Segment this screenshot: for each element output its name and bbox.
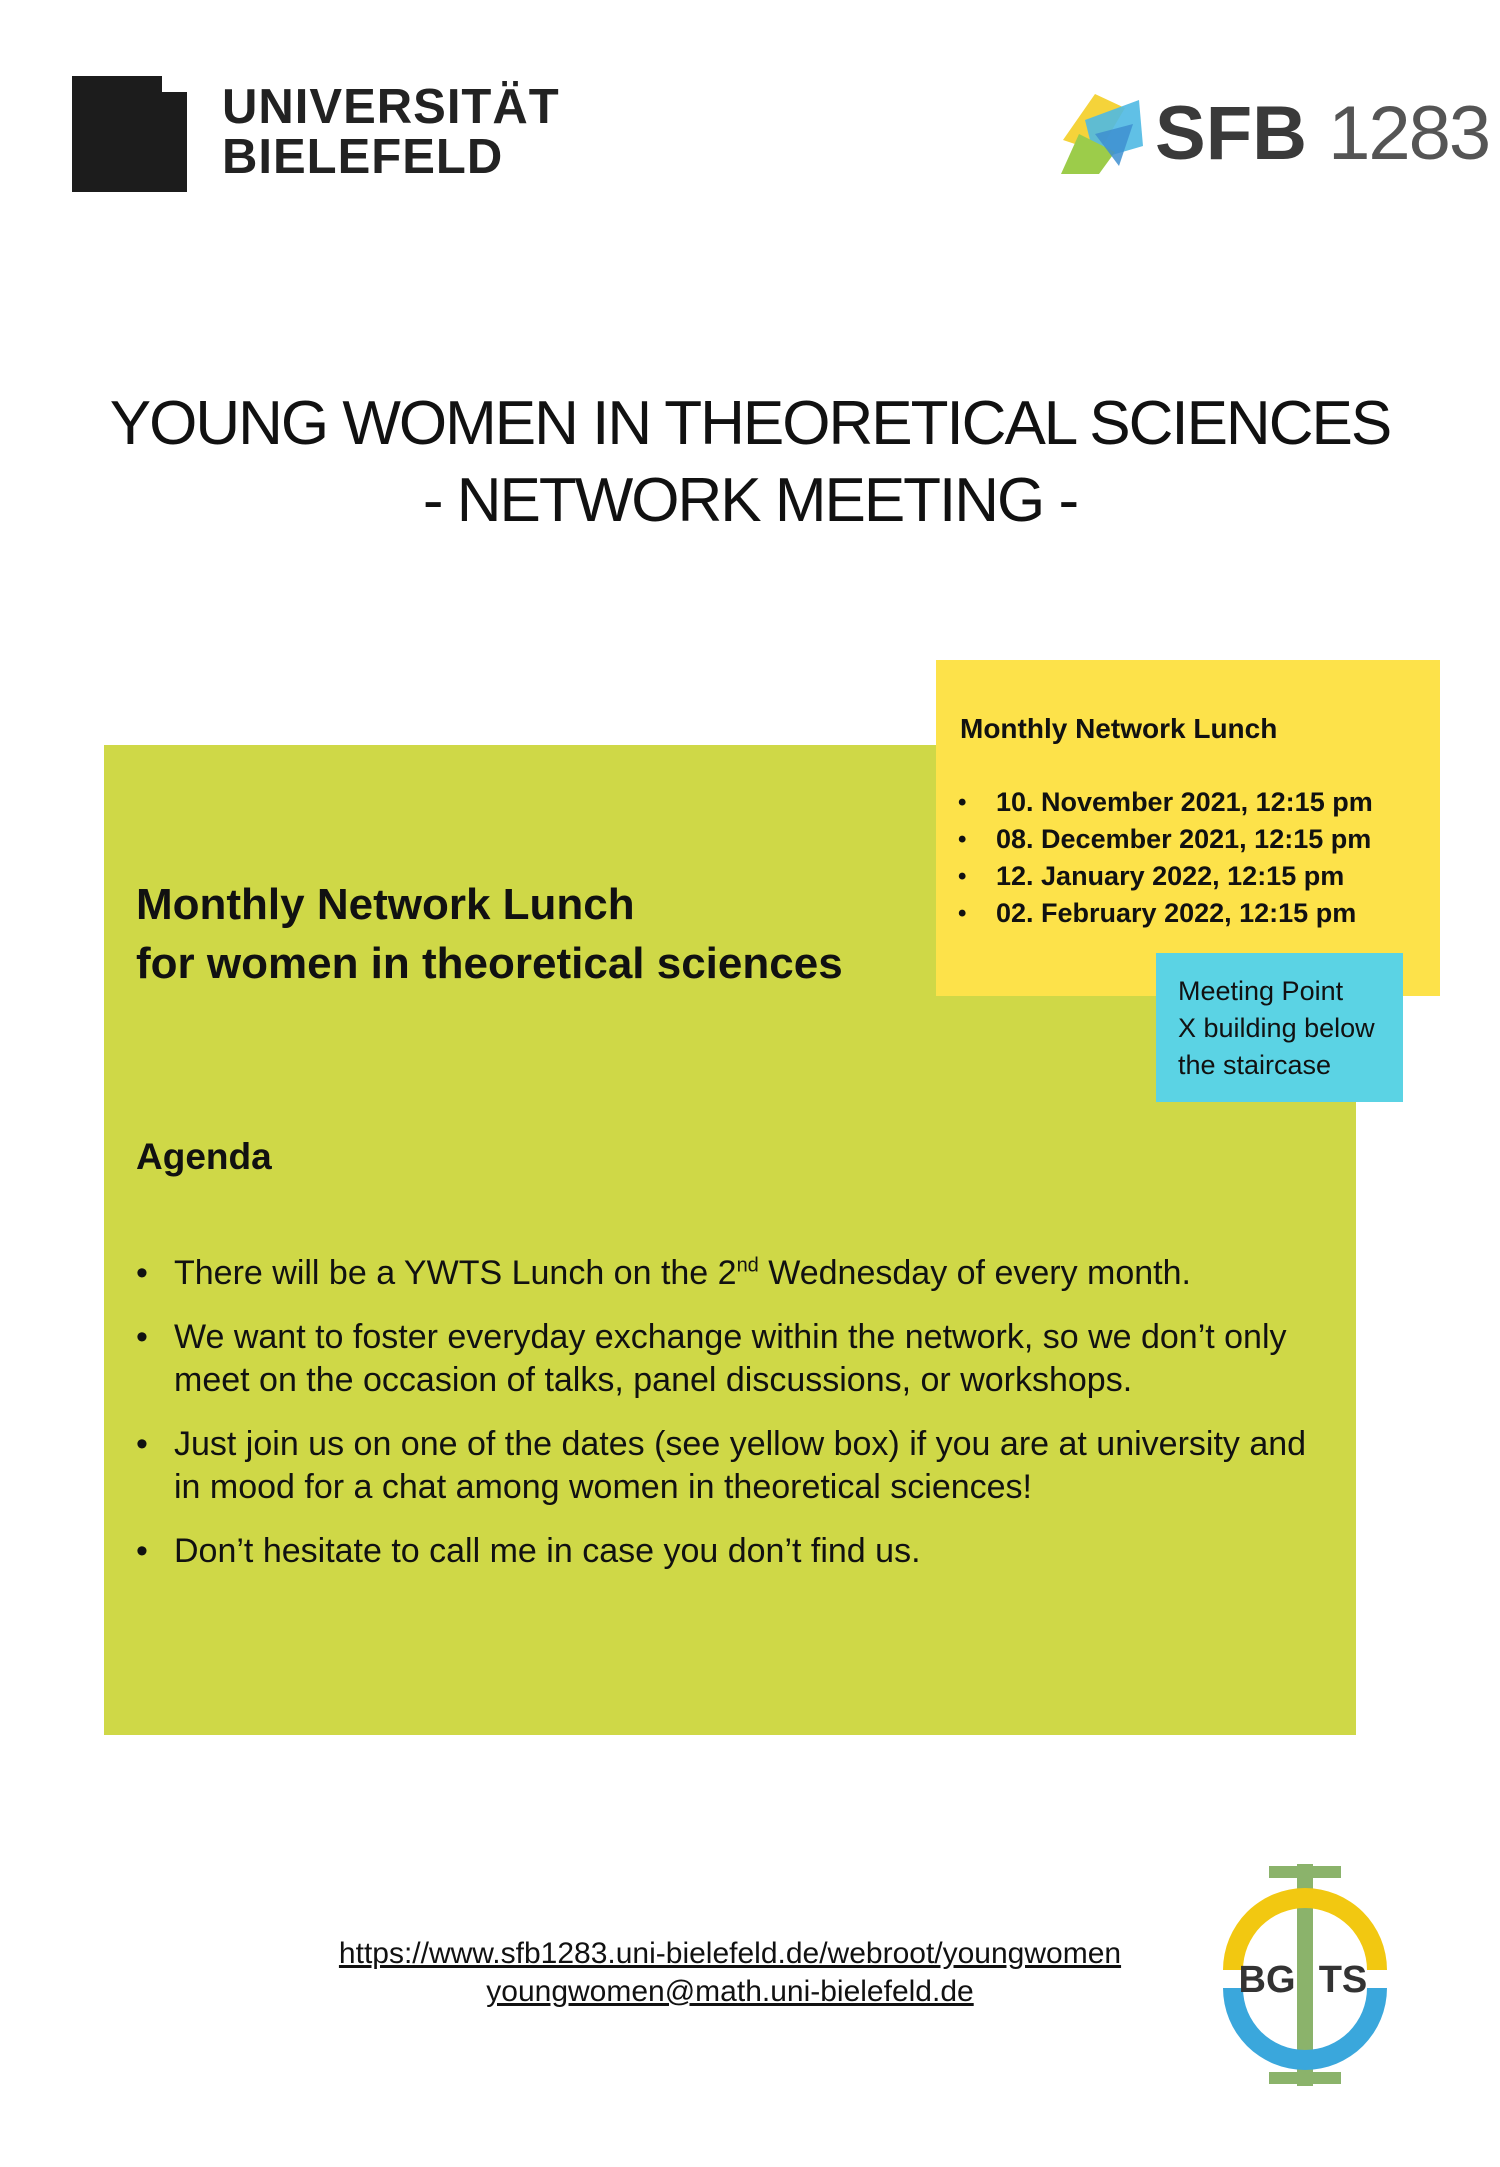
bullet-icon: • — [958, 863, 967, 890]
lunch-heading-line1: Monthly Network Lunch — [136, 880, 635, 929]
university-logo-text — [222, 82, 560, 182]
agenda-heading: Agenda — [136, 1136, 272, 1177]
meeting-point-line2: X building below — [1178, 1013, 1375, 1043]
agenda-item: • Just join us on one of the dates (see yellow box) if you are at university and in mood for a chat among women in theoretical sciences! — [136, 1425, 1307, 1506]
university-logo-line1: UNIVERSITÄT — [222, 80, 560, 134]
agenda-item: • Don’t hesitate to call me in case you don’t find us. — [136, 1530, 1336, 1573]
bullet-icon: • — [136, 1425, 148, 1463]
sfb-logo-text — [1155, 91, 1490, 176]
meeting-point-line3: the staircase — [1178, 1050, 1332, 1080]
bullet-icon: • — [136, 1532, 148, 1570]
university-logo-mark — [72, 76, 187, 192]
university-logo — [72, 76, 592, 196]
page-title-line1: YOUNG WOMEN IN THEORETICAL SCIENCES — [109, 389, 1391, 458]
lunch-heading — [136, 875, 843, 993]
agenda-item: • There will be a YWTS Lunch on the 2nd Wednesday of every month. — [136, 1252, 1336, 1295]
lunch-heading-line2: for women in theoretical sciences — [136, 939, 843, 988]
date-item: • 12. January 2022, 12:15 pm — [958, 858, 1373, 895]
date-item: • 02. February 2022, 12:15 pm — [958, 895, 1373, 932]
sfb-logo-number: 1283 — [1328, 91, 1490, 176]
bgts-logo-right-text: TS — [1318, 1959, 1368, 2001]
bgts-logo — [1205, 1860, 1405, 2090]
footer-links — [250, 1935, 1210, 2011]
sfb-logo-prefix: SFB — [1155, 91, 1307, 176]
bullet-icon: • — [958, 900, 967, 927]
bullet-icon: • — [136, 1318, 148, 1356]
date-item: • 10. November 2021, 12:15 pm — [958, 784, 1373, 821]
bullet-icon: • — [136, 1254, 148, 1292]
bullet-icon: • — [958, 826, 967, 853]
meeting-point-box — [1156, 953, 1403, 1102]
bgts-logo-left-text: BG — [1238, 1959, 1296, 2001]
bullet-icon: • — [958, 789, 967, 816]
dates-box-title: Monthly Network Lunch — [960, 713, 1278, 744]
sfb-logo-mark — [1055, 90, 1147, 174]
dates-box — [936, 660, 1440, 996]
date-item: • 08. December 2021, 12:15 pm — [958, 821, 1373, 858]
page-title — [0, 385, 1500, 539]
dates-list — [958, 784, 1373, 932]
agenda-item: • We want to foster everyday exchange within the network, so we don’t only meet on the occasion of talks, panel discussions, or workshops. — [136, 1318, 1287, 1399]
meeting-point-line1: Meeting Point — [1178, 976, 1344, 1006]
university-logo-line2: BIELEFELD — [222, 130, 504, 184]
sfb-logo — [1055, 90, 1490, 180]
page-title-line2: - NETWORK MEETING - — [422, 466, 1078, 535]
email-link[interactable]: youngwomen@math.uni-bielefeld.de — [486, 1975, 974, 2008]
website-link[interactable]: https://www.sfb1283.uni-bielefeld.de/webroot/youngwomen — [338, 1937, 1122, 1970]
agenda-list — [136, 1252, 1336, 1594]
